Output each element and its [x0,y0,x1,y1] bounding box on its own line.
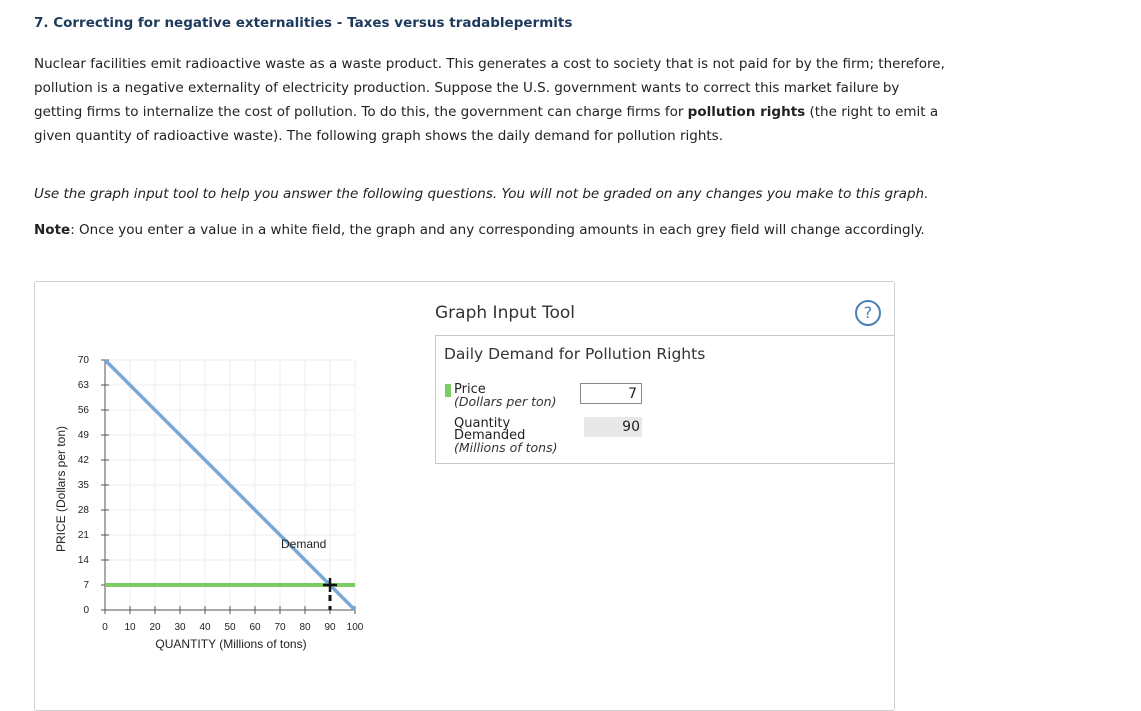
note-text [34,222,925,238]
x-tick-label: 60 [249,622,261,633]
graph-input-box-title: Daily Demand for Pollution Rights [444,345,706,363]
chart-ticks [78,355,364,633]
quantity-demanded-field: 90 [584,417,642,437]
quantity-label-line2: Demanded [454,428,526,443]
intro-paragraph [34,52,949,148]
note-label: Note [34,222,71,238]
y-tick-label: 70 [77,355,89,366]
price-unit: (Dollars per ton) [454,394,557,409]
demand-chart[interactable] [35,282,430,682]
y-tick-label: 14 [77,555,89,566]
x-tick-label: 50 [224,622,236,633]
quantity-label-line1: Quantity [454,416,511,431]
page-title: 7. Correcting for negative externalities - Taxes versus tradablepermits [34,15,573,31]
price-swatch-icon [445,384,451,397]
x-tick-label: 100 [346,622,364,633]
y-tick-label: 42 [77,455,89,466]
graph-panel [34,281,895,711]
price-input[interactable] [580,383,642,404]
y-tick-label: 21 [77,530,89,541]
demand-curve-label: Demand [281,537,327,551]
y-tick-label: 0 [83,605,89,616]
quantity-unit: (Millions of tons) [454,440,558,455]
x-tick-label: 10 [124,622,136,633]
intro-text-1: Nuclear facilities emit radioactive waste as a waste product. This generates a cost to society that is not paid for by the firm; therefore, pollution is a negative externality of electricity production. Suppose the U.S. government wants to correct this market failure by getting firms to internalize the cost of pollution. To do this, the government can charge firms for [34,56,945,120]
x-tick-label: 80 [299,622,311,633]
y-tick-label: 28 [77,505,89,516]
graph-input-tool-title: Graph Input Tool [435,303,575,323]
y-tick-label: 35 [77,480,89,491]
x-tick-label: 0 [102,622,108,633]
x-tick-label: 70 [274,622,286,633]
x-tick-label: 90 [324,622,336,633]
intro-text-2: (the right to emit a given quantity of radioactive waste). The following graph shows the daily demand for pollution rights. [34,104,939,144]
x-axis-label: QUANTITY (Millions of tons) [155,637,307,651]
x-tick-label: 30 [174,622,186,633]
note-body: : Once you enter a value in a white field, the graph and any corresponding amounts in each grey field will change accordingly. [70,222,925,238]
instructions-text: Use the graph input tool to help you answer the following questions. You will not be graded on any changes you make to this graph. [34,186,929,202]
x-tick-label: 40 [199,622,211,633]
y-tick-label: 56 [77,405,89,416]
y-tick-label: 63 [77,380,89,391]
y-axis-label: PRICE (Dollars per ton) [54,425,68,553]
help-icon[interactable]: ? [855,300,881,326]
x-tick-label: 20 [149,622,161,633]
y-tick-label: 49 [77,430,89,441]
price-label: Price [454,382,486,397]
y-tick-label: 7 [83,580,89,591]
intro-bold-term: pollution rights [687,104,806,120]
graph-input-box [435,335,895,464]
